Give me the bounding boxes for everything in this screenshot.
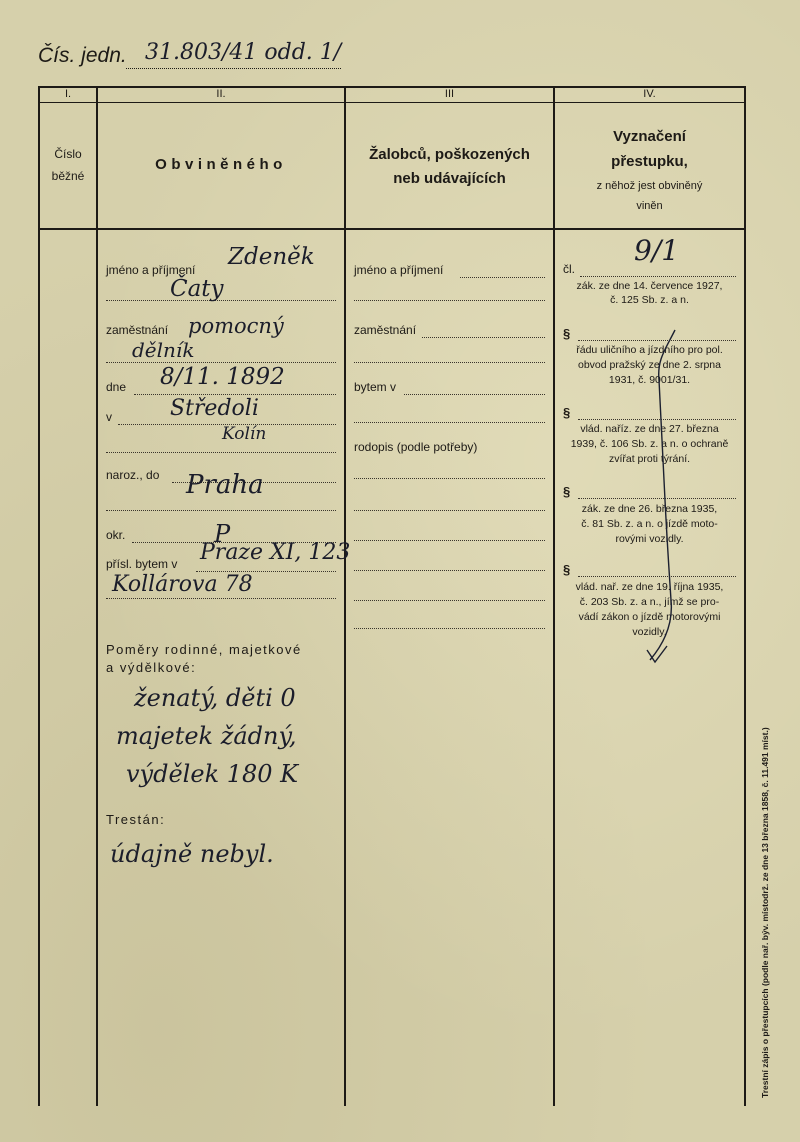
accused-occupation-1: pomocný bbox=[188, 314, 284, 338]
accused-name-label: jméno a příjmení bbox=[106, 263, 196, 277]
accused-residence-1: Praze XI, 123 bbox=[200, 540, 351, 565]
complainant-residence-line-2 bbox=[354, 422, 545, 423]
law1-line2: č. 125 Sb. z. a n. bbox=[610, 294, 689, 306]
criminal-record-label: Trestán: bbox=[106, 812, 166, 827]
complainant-occupation-label: zaměstnání bbox=[354, 323, 417, 337]
accused-born-label: naroz., do bbox=[106, 468, 160, 482]
accused-residence-2: Kollárova 78 bbox=[112, 572, 253, 597]
col3-title-2: neb udávajících bbox=[393, 170, 506, 187]
complainant-bio-label: rodopis (podle potřeby) bbox=[354, 440, 478, 454]
law4-section-symbol: § bbox=[563, 484, 571, 499]
accused-occupation-label: zaměstnání bbox=[106, 323, 169, 337]
accused-born-line-2 bbox=[106, 510, 336, 511]
law3-line3: zvířat proti týrání. bbox=[608, 453, 691, 465]
law4-line1: zák. ze dne 26. března 1935, bbox=[581, 503, 718, 515]
accused-date-label: dne bbox=[106, 380, 127, 394]
family-value-3: výdělek 180 K bbox=[126, 760, 299, 788]
law2-line2: obvod pražský ze dne 2. srpna bbox=[577, 359, 721, 371]
law2-section-symbol: § bbox=[563, 326, 571, 341]
header-bottom-border bbox=[38, 228, 746, 230]
col-divider-2 bbox=[344, 86, 346, 1106]
accused-place-2: Kolín bbox=[222, 424, 267, 444]
reference-line bbox=[126, 68, 341, 69]
complainant-bio-line-4 bbox=[354, 570, 545, 571]
col1-title-1: Číslo bbox=[54, 147, 82, 161]
law3-line2: 1939, č. 106 Sb. z. a n. o ochraně bbox=[570, 438, 729, 450]
accused-born-value: Praha bbox=[186, 470, 264, 500]
law2-line3: 1931, č. 9001/31. bbox=[608, 374, 691, 386]
law3-line1: vlád. naříz. ze dne 27. března bbox=[580, 423, 719, 435]
accused-occupation-line bbox=[106, 362, 336, 363]
roman-row-border bbox=[38, 102, 746, 103]
complainant-bio-line-2 bbox=[354, 510, 545, 511]
pen-strike-line bbox=[555, 300, 745, 670]
law4-line2: č. 81 Sb. z. a n. o jízdě moto- bbox=[581, 518, 718, 530]
law5-line1: vlád. nař. ze dne 19. října 1935, bbox=[575, 581, 724, 593]
col1-title-2: běžné bbox=[51, 169, 85, 183]
accused-date-line bbox=[134, 394, 336, 395]
accused-place-label: v bbox=[106, 410, 112, 424]
complainant-bio-line-3 bbox=[354, 540, 545, 541]
col3-title-1: Žalobců, poškozených bbox=[369, 146, 530, 163]
offense-article-line bbox=[580, 276, 736, 277]
law4-line3: rovými vozidly. bbox=[615, 533, 684, 545]
family-value-1: ženatý, děti 0 bbox=[134, 684, 296, 712]
offense-article-label: čl. bbox=[563, 262, 575, 276]
family-label-2: a výdělkové: bbox=[106, 660, 197, 675]
law5-line3: vádí zákon o jízdě motorovými bbox=[578, 611, 721, 623]
family-value-2: majetek žádný, bbox=[116, 722, 297, 750]
col4-roman: IV. bbox=[643, 88, 656, 100]
accused-place-line-2 bbox=[106, 452, 336, 453]
accused-district-value: P bbox=[214, 520, 231, 548]
complainant-name-line bbox=[460, 277, 545, 278]
accused-residence-line-2 bbox=[106, 598, 336, 599]
law1-line1: zák. ze dne 14. července 1927, bbox=[576, 280, 723, 292]
accused-first-name: Zdeněk bbox=[228, 244, 315, 270]
complainant-name-label: jméno a příjmení bbox=[354, 263, 444, 277]
accused-district-label: okr. bbox=[106, 528, 126, 542]
law2-line1: řádu uličního a jízdního pro pol. bbox=[576, 344, 723, 356]
complainant-residence-label: bytem v bbox=[354, 380, 397, 394]
complainant-residence-line bbox=[404, 394, 545, 395]
accused-place-1: Středoli bbox=[170, 396, 259, 421]
col4-title-2: přestupku, bbox=[611, 153, 688, 170]
col3-roman: III bbox=[444, 88, 455, 100]
law3-section-symbol: § bbox=[563, 405, 571, 420]
complainant-bio-line-6 bbox=[354, 628, 545, 629]
complainant-name-line-2 bbox=[354, 300, 545, 301]
complainant-bio-line-1 bbox=[354, 478, 545, 479]
reference-label: Čís. jedn. bbox=[38, 44, 127, 67]
side-note: Trestní zápis o přestupcích (podle nař. býv. místodrž. ze dne 13 března 1858, č. 11.491 míst.) bbox=[760, 727, 770, 1098]
table-left-border bbox=[38, 86, 40, 1106]
accused-birth-date: 8/11. 1892 bbox=[160, 364, 285, 390]
accused-surname: Čaty bbox=[170, 276, 224, 302]
offense-article-value: 9/1 bbox=[634, 234, 680, 267]
col2-roman: II. bbox=[216, 88, 226, 100]
col1-roman: I. bbox=[64, 88, 72, 100]
law5-line2: č. 203 Sb. z. a n., jímž se pro- bbox=[579, 596, 720, 608]
accused-residence-label: přísl. bytem v bbox=[106, 557, 178, 571]
col2-title: Obviněného bbox=[155, 156, 287, 173]
criminal-record-value: údajně nebyl. bbox=[110, 840, 274, 868]
col4-subtitle-2: viněn bbox=[636, 200, 663, 212]
reference-number: 31.803/41 odd. 1/ bbox=[145, 40, 342, 65]
complainant-occupation-line-2 bbox=[354, 362, 545, 363]
family-label-1: Poměry rodinné, majetkové bbox=[106, 642, 302, 657]
law5-section-symbol: § bbox=[563, 562, 571, 577]
col4-subtitle-1: z něhož jest obviněný bbox=[596, 180, 703, 192]
col-divider-1 bbox=[96, 86, 98, 1106]
complainant-occupation-line bbox=[422, 337, 545, 338]
law5-line4: vozidly. bbox=[632, 626, 667, 638]
col4-title-1: Vyznačení bbox=[613, 128, 686, 145]
accused-occupation-2: dělník bbox=[132, 338, 195, 362]
complainant-bio-line-5 bbox=[354, 600, 545, 601]
